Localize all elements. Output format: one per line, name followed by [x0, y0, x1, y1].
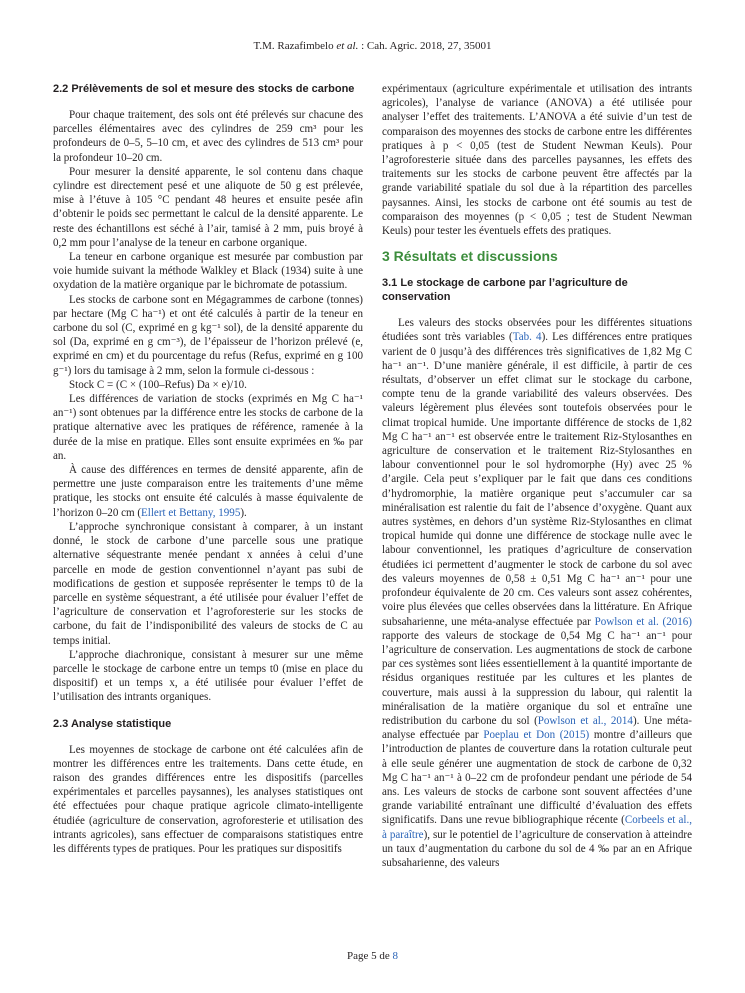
- section-3-heading: 3 Résultats et discussions: [382, 248, 558, 265]
- citation-link[interactable]: Poeplau et Don (2015): [483, 729, 590, 742]
- left-column: [53, 82, 363, 856]
- total-pages-link[interactable]: 8: [392, 950, 398, 962]
- paragraph: Les valeurs des stocks observées pour les différentes situations étudiées sont très variables (Tab. 4). Les différences entre pratiques varient de 0 jusqu’à des différences très significatives de 1,82 Mg C ha⁻¹ an⁻¹. D’une manière générale, il est difficile, à partir de ces résultats, d’observer un effet climat sur le stockage du carbone, compte tenu de la grande variabilité des valeurs observées. Des valeurs légèrement plus élevées sont toutefois observées pour le climat tropical humide. Une importante différence de stocks de 1,82 Mg C ha⁻¹ an⁻¹ est observée entre le traitement Riz-Stylosanthes en agriculture de conservation et le traitement Riz-Stylosanthes en labour conventionnel pour le sol hydromorphe (Hy) avec 25 % d’argile. Cela peut s’expliquer par le fait que dans ces conditions d’hydromorphie, la matière organique peut s’accumuler car sa minéralisation est ralentie du fait de l’absence d’oxygène. Quant aux autres systèmes, en dehors d’un système Riz-Stylosanthes en climat tropical humide qui donne une différence de stockage nulle avec le labour conventionnel, les pratiques d’agriculture de conservation étudiées ici permettent d’augmenter le stock de carbone du sol avec des valeurs moyennes de 0,58 ± 0,51 Mg C ha⁻¹ an⁻¹ pour une profondeur équivalente de 20 cm. Ces valeurs sont assez cohérentes, voire plus élevées que celles observées dans la littérature. En Afrique subsaharienne, une méta-analyse effectuée par Powlson et al. (2016) rapporte des valeurs de stockage de 0,54 Mg C ha⁻¹ an⁻¹ pour l’agriculture de conservation. Les augmentations de stock de carbone par ces systèmes sont liées essentiellement à la quantité importante de résidus organiques restituée par les cultures et les plantes de couverture, mais aussi à la suppression du labour, qui ralentit la minéralisation de la matière organique du sol et entraîne une redistribution du carbone du sol (Powlson et al., 2014). Une méta-analyse effectuée par Poeplau et Don (2015) montre d’ailleurs que l’introduction de plantes de couverture dans la rotation culturale peut à elle seule générer une augmentation de stock de carbone de 0,32 Mg C ha⁻¹ an⁻¹ à 0–22 cm de profondeur pendant une période de 54 ans. Les valeurs de stocks de carbone sont souvent affectées d’une grande variabilité entraînant une difficulté d’évaluation des effets significatifs. Dans une revue bibliographique récente (Corbeels et al., à paraître), sur le potentiel de l’agriculture de conservation à atteindre un taux d’augmentation du carbone du sol de 4 ‰ par an en Afrique subsaharienne, des valeurs: [382, 317, 692, 869]
- citation-link[interactable]: Corbeels et al., à paraître: [382, 814, 692, 841]
- paragraph: Les moyennes de stockage de carbone ont été calculées afin de montrer les différences entre les traitements. Dans cette étude, en raison des grandes différences entre les dispositifs (parcelles expérimentales et parcelles paysannes), les analyses statistiques ont été effectuées pour chaque pratique agricole climato-intelligente étudiée (agriculture de conservation, agroforesterie et utilisation des intrants agricoles), sans effectuer de comparaisons statistiques entre les différents types de pratiques. Pour les pratiques sur dispositifs: [53, 743, 363, 855]
- paragraph: À cause des différences en termes de densité apparente, afin de permettre une juste comparaison entre les traitements d’une même pratique, les stocks ont ensuite été calculés à masse équivalente de l’horizon 0–20 cm (Ellert et Bettany, 1995).: [53, 464, 363, 519]
- paragraph: Pour chaque traitement, des sols ont été prélevés sur chacune des parcelles élémentaires avec des cylindres de 259 cm³ pour les profondeurs de 0–5, 5–10 cm, et avec des cylindres de 513 cm³ pour la profondeur 10–20 cm.: [53, 109, 363, 164]
- running-head-journal: : Cah. Agric. 2018, 27, 35001: [358, 40, 492, 52]
- paragraph: L’approche synchronique consistant à comparer, à un instant donné, le stock de carbone d’une parcelle sous une pratique alternative séquestrante menée pendant x années à celui d’une parcelle en mode de gestion conventionnel n’ayant pas subi de modifications de gestion et supposée représenter le temps t0 de la parcelle en système séquestrant, a été utilisée pour évaluer l’effet de l’agriculture de conservation et l’agroforesterie sur les stocks de carbone, du fait de l’indisponibilité des valeurs de stocks de C au temps initial.: [53, 520, 363, 647]
- section-2-3-heading: 2.3 Analyse statistique: [53, 717, 172, 730]
- section-3-1-heading: 3.1 Le stockage de carbone par l’agriculture de conservation: [382, 277, 628, 304]
- paragraph: Les différences de variation de stocks (exprimés en Mg C ha⁻¹ an⁻¹) sont obtenues par la différence entre les stocks de carbone de la pratique alternative avec les pratiques de référence, ramenée à la durée de la mise en pratique. Elles sont ensuite exprimées en ‰ par an.: [53, 393, 363, 462]
- right-column: [382, 82, 692, 870]
- page-footer: [0, 950, 745, 962]
- paragraph: La teneur en carbone organique est mesurée par combustion par voie humide suivant la méthode Walkley et Black (1934) suite à une oxydation de la matière organique par le bichromate de potassium.: [53, 251, 363, 292]
- table-link[interactable]: Tab. 4: [512, 331, 542, 344]
- running-head-authors: T.M. Razafimbelo: [253, 40, 337, 52]
- section-2-2-heading: 2.2 Prélèvements de sol et mesure des stocks de carbone: [53, 83, 355, 95]
- citation-link[interactable]: Powlson et al. (2016): [594, 615, 692, 628]
- citation-link[interactable]: Ellert et Bettany, 1995: [141, 506, 241, 519]
- paragraph: expérimentaux (agriculture expérimentale et utilisation des intrants agricoles), l’analyse de variance (ANOVA) a été utilisée pour analyser l’effet des traitements. L’ANOVA a été suivie d’un test de comparaison des moyennes des stocks de carbone entre les différentes pratiques à p < 0,05 (test de Student Newman Keuls). Pour l’agroforesterie située dans des parcelles paysannes, les effets des traitements sur les stocks de carbone peuvent être affectés par la grande variabilité spatiale du sol due à la répartition des parcelles paysannes. Ainsi, les stocks de carbone ont été soumis au test de comparaison des moyennes (p < 0,05 ; test de Student Newman Keuls) pour tester les éventuels effets des pratiques.: [382, 83, 692, 238]
- paragraph: Les stocks de carbone sont en Mégagrammes de carbone (tonnes) par hectare (Mg C ha⁻¹) et ont été calculés à partir de la teneur en carbone du sol (C, exprimé en g kg⁻¹ sol), de la densité apparente du sol (Da, exprimé en g cm⁻³), de l’épaisseur de l’horizon prélevé (e, exprimé en cm) et du pourcentage du refus (Refus, exprimé en g 100 g⁻¹) lors du tamisage à 2 mm, selon la formule ci-dessous :: [53, 293, 363, 377]
- formula: Stock C = (C × (100–Refus) Da × e)/10.: [69, 378, 247, 391]
- running-head-etal: et al.: [336, 40, 359, 52]
- page-number: Page 5 de: [346, 950, 393, 962]
- running-head: [0, 40, 745, 52]
- paragraph: Pour mesurer la densité apparente, le sol contenu dans chaque cylindre est directement pesé et une aliquote de 50 g est prélevée, mise à l’étuve à 105 °C pendant 48 heures et ensuite pesée afin d’obtenir le poids sec permettant le calcul de la densité apparente. Le reste des échantillons est séché à l’air, tamisé à 2 mm, puis broyé à 0,2 mm pour l’analyse de la teneur en carbone organique.: [53, 165, 363, 249]
- paragraph: L’approche diachronique, consistant à mesurer sur une même parcelle le stockage de carbone entre un temps t0 (mise en place du dispositif) et un temps x, a été utilisée pour évaluer l’effet de l’utilisation des intrants organiques.: [53, 648, 363, 704]
- citation-link[interactable]: Powlson et al., 2014: [537, 714, 633, 727]
